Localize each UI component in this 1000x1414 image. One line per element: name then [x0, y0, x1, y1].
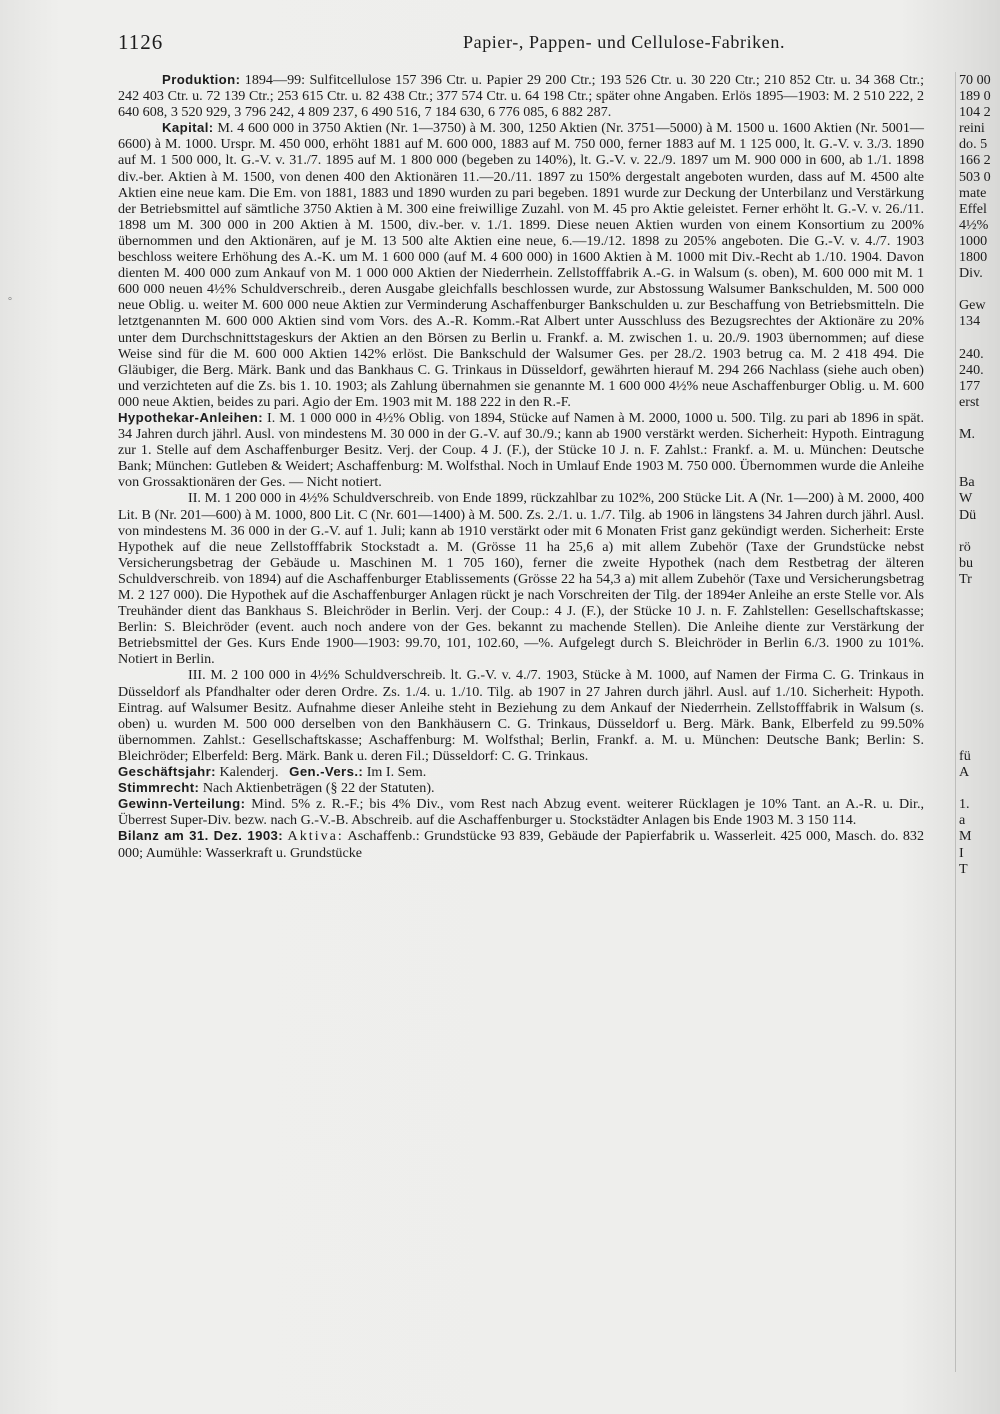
adjacent-page-fragment	[959, 635, 1000, 651]
hypothek-anleihe-3: III. M. 2 100 000 in 4½% Schuldverschreib. lt. G.-V. v. 4./7. 1903, Stücke à M. 1000, auf Namen der Firma C. G. Trinkaus in Düsseldorf als Pfandhalter oder deren Ordre. Zs. 1./4. u. 1./10. Tilg. ab 1907 in 27 Jahren durch jährl. Ausl. auf 1./10. Sicherheit: Hypoth. Eintrag. auf Walsumer Besitz. Aufnahme dieser Anleihe steht in Beziehung zu dem Ankauf der Niederrhein. Zellstofffabrik in Walsum (s. oben) u. wurden M. 500 000 derselben von den Bankhäusern C. G. Trinkaus, Düsseldorf u. Berg. Märk. Bank, Elberfeld zu 99.50% übernommen. Zahlst.: Gesellschaftskasse; Aschaffenburg: M. Wolfsthal; Berlin, Frankf. a. M. u. München: Deutsche Bank; Berlin: S. Bleichröder; Elberfeld: Berg. Märk. Bank u. deren Fil.; Düsseldorf: C. G. Trinkaus.	[118, 667, 924, 764]
adjacent-page-fragment	[959, 700, 1000, 716]
adjacent-page-fragment	[959, 716, 1000, 732]
adjacent-page-fragment	[959, 281, 1000, 297]
adjacent-page-fragment	[959, 619, 1000, 635]
section-text-kapital: M. 4 600 000 in 3750 Aktien (Nr. 1—3750) à M. 300, 1250 Aktien (Nr. 3751—5000) à M. 1500 u. 1600 Aktien (Nr. 5001—6600) à M. 1000. Urspr. M. 450 000, erhöht 1881 auf M. 600 000, 1883 auf M. 750 000, ferner 1883 auf M. 1 125 000, lt. G.-V. v. 3./3. 1890 auf M. 1 500 000, lt. G.-V. v. 31./7. 1895 auf M. 1 800 000 (begeben zu 140%), lt. G.-V. v. 22./9. 1897 um M. 900 000 in 600, ab 1./1. 1898 div.-ber. Aktien à M. 1500, von denen 400 den Aktionären 11.—20./11. 1897 zu 150% dergestalt angeboten wurden, dass auf M. 4500 alte Aktien eine neue kam. Die Em. von 1881, 1883 und 1890 wurden zu pari begeben. 1891 wurde zur Deckung der Unterbilanz und Verstärkung der Betriebsmittel auf sämtliche 3750 Aktien à M. 300 eine freiwillige Zuzahl. von M. 45 pro Aktie geleistet. Ferner erhöht lt. G.-V. v. 26./11. 1898 um M. 300 000 in 200 Aktien à M. 1500, div.-ber. v. 1./1. 1899. Diese neuen Aktien wurden von einem Konsortium zu 200% übernommen und den Aktionären, auf je M. 13 500 alte Aktien eine neue, 6.—19./12. 1898 zu 205% angeboten. Die G.-V. v. 4./7. 1903 beschloss weitere Erhöhung des A.-K. um M. 1 600 000 (auf M. 4 600 000) in 1600 Aktien à M. 1000 mit Div.-Recht ab 1./10. 1904. Davon dienten M. 400 000 zum Ankauf von M. 1 000 000 Aktien der Niederrhein. Zellstofffabrik A.-G. in Walsum (s. oben), M. 600 000 mit M. 1 600 000 neuen 4½% Schuldverschreib., deren Ausgabe gleichfalls beschlossen wurde, zur Abstossung Walsumer Bankschulden, M. 500 000 neue Oblig. u. weiter M. 600 000 neue Aktien zur Verminderung Aschaffenburger Bankschulden u. zur Beschaffung von Betriebsmitteln. Die letztgenannten M. 600 000 Aktien sind vom Vors. des A.-R. Komm.-Rat Albert unter Ausschluss des Bezugsrechtes der Aktionäre zu 20% unter dem Durchschnittstageskurs der Aktien an den Börsen zu Berlin u. Frankf. a. M. zwischen 1. u. 20./9. 1903 übernommen; auf diese Weise sind für die M. 600 000 Aktien 142% erlöst. Die Bankschuld der Walsumer Ges. per 28./2. 1903 betrug ca. M. 2 418 494. Die Gläubiger, die Berg. Märk. Bank und das Bankhaus C. G. Trinkaus in Düsseldorf, gewährten hierauf M. 294 266 Nachlass (siehe auch oben) und verzichteten auf die Zs. bis 1. 10. 1903; als Zahlung übernahmen sie genannte M. 1 600 000 4½% neue Aschaffenburger Oblig. u. M. 600 000 neue Aktien, beides zu pari. Agio der Em. 1903 mit M. 188 222 in den R.-F.	[118, 120, 924, 410]
adjacent-page-fragment	[959, 667, 1000, 683]
adjacent-page-fragment: erst	[959, 393, 980, 410]
adjacent-page-fragment: 240.	[959, 361, 984, 378]
adjacent-page-fragment	[959, 587, 1000, 603]
adjacent-page-fragment: a	[959, 812, 966, 829]
page-body	[118, 72, 924, 861]
section-kapital	[118, 120, 924, 410]
adjacent-page-fragment: M	[959, 828, 972, 845]
hypothek-anleihe-1: I. M. 1 000 000 in 4½% Oblig. von 1894, Stücke auf Namen à M. 2000, 1000 u. 500. Tilg. zu pari ab 1896 in spät. 34 Jahren durch jährl. Ausl. von mindestens M. 30 000 in der G.-V. auf 30./9.; kann ab 1900 verstärkt werden. Sicherheit: Hypoth. Eintragung zur 1. Stelle auf dem Aschaffenburger Besitz. Verj. der Coup. 4 J. (F.), der Stücke 10 J. n. F. Zahlst.: Frankf. a. M. u. München: Deutsche Bank; München: Gutleben & Weidert; Aschaffenburg: M. Wolfsthal. Noch in Umlauf Ende 1903 M. 750 000. Übernommen wurde die Anleihe von Grossaktionären der Ges. — Nicht notiert.	[118, 409, 924, 491]
adjacent-page-fragment	[959, 410, 1000, 426]
adjacent-page-fragment: 177	[959, 377, 981, 394]
adjacent-page-fragment: 1000	[959, 232, 988, 249]
section-label-produktion: Produktion:	[162, 72, 241, 87]
adjacent-page-fragment: 166 2	[959, 152, 991, 169]
section-geschaeftsjahr	[118, 764, 924, 780]
section-label-stimmrecht: Stimmrecht:	[118, 780, 200, 796]
hypothek-anleihe-2: II. M. 1 200 000 in 4½% Schuldverschreib. von Ende 1899, rückzahlbar zu 102%, 200 Stücke Lit. A (Nr. 1—200) à M. 2000, 400 Lit. B (Nr. 201—600) à M. 1000, 800 Lit. C (Nr. 601—1400) à M. 500. Zs. 2./1. u. 1./7. Tilg. ab 1906 in längstens 34 Jahren durch jährl. Ausl. von mindestens M. 36 000 in der G.-V. auf 1. Juli; kann ab 1910 verstärkt oder mit 6 Monaten Frist ganz gekündigt werden. Sicherheit: Erste Hypothek auf die neue Zellstofffabrik Stockstadt a. M. (Grösse 11 ha 25,6 a) mit allem Zubehör (Taxe der Grundstücke nebst Versicherungsbetrag der Gebäude u. Maschinen M. 1 705 160), ferner die zweite Hypothek (nach dem Restbetrag der älteren Schuldverschreib. von 1894) auf die Aschaffenburger Etablissements (Grösse 22 ha 54,3 a) mit allem Zubehör (Taxe und Versicherungsbetrag M. 2 127 000). Die Hypothek auf die Aschaffenburger Anlagen rückt je nach Vorschreiten der Tilg. der 1894er Anleihe an erste Stelle vor. Als Treuhänder dient das Bankhaus S. Bleichröder in Berlin. Verj. der Coup.: 4 J. (F.), der Stücke 10 J. n. F. Zahlstellen: Gesellschaftskasse; Berlin: S. Bleichröder (event. auch noch andere von der Ges. bekannt zu machende Stellen). Die Anleihe diente zur Verstärkung der Betriebsmittel der Ges. Kurs Ende 1900—1903: 99.70, 101, 102.60, —%. Aufgelegt durch S. Bleichröder in Berlin 6./3. 1900 zu 101%. Notiert in Berlin.	[118, 490, 924, 668]
section-label-gewinn: Gewinn-Verteilung:	[118, 796, 246, 812]
section-text-produktion: 1894—99: Sulfitcellulose 157 396 Ctr. u. Papier 29 200 Ctr.; 193 526 Ctr. u. 30 220 Ctr.; 210 852 Ctr. u. 34 368 Ctr.; 242 403 Ctr. u. 72 139 Ctr.; 253 615 Ctr. u. 82 438 Ctr.; 377 574 Ctr. u. 64 198 Ctr.; später ohne Angaben. Erlös 1895—1903: M. 2 510 222, 2 640 608, 3 520 929, 3 796 242, 4 809 237, 6 490 516, 7 184 630, 6 776 085, 6 882 287.	[118, 72, 924, 121]
adjacent-page-fragment	[959, 651, 1000, 667]
adjacent-page-fragment: A	[959, 764, 970, 781]
adjacent-page-fragment: fü	[959, 747, 971, 764]
adjacent-page-fragment: 4½%	[959, 216, 989, 233]
adjacent-page-fragment	[959, 684, 1000, 700]
adjacent-page-fragment	[959, 603, 1000, 619]
adjacent-page-fragment: 1.	[959, 796, 970, 813]
adjacent-page-fragment: Gew	[959, 297, 986, 314]
page-number: 1126	[118, 30, 164, 54]
section-bilanz	[118, 828, 924, 860]
section-hypothek	[118, 410, 924, 490]
section-label-geschaeftsjahr: Geschäftsjahr:	[118, 764, 216, 780]
adjacent-page-fragment	[959, 330, 1000, 346]
adjacent-page-fragment: T	[959, 860, 968, 877]
adjacent-page-fragment: bu	[959, 554, 974, 571]
adjacent-page-fragment: 134	[959, 313, 981, 330]
adjacent-page-fragment	[959, 732, 1000, 748]
section-label-genvers: Gen.-Vers.:	[289, 764, 364, 780]
running-title: Papier-, Pappen- und Cellulose-Fabriken.	[463, 32, 786, 52]
adjacent-page-fragment	[959, 523, 1000, 539]
adjacent-page-fragment: 70 00	[959, 72, 991, 88]
adjacent-page-fragment: 503 0	[959, 168, 991, 185]
adjacent-page-fragment: reini	[959, 120, 985, 137]
hypothek-anleihe-2-paragraph	[118, 490, 924, 667]
adjacent-page-fragment: 240.	[959, 345, 984, 362]
adjacent-page-fragment: rö	[959, 538, 971, 555]
adjacent-page-fragment: 189 0	[959, 88, 991, 105]
adjacent-page-fragment: 1800	[959, 249, 988, 266]
section-text-genvers: Im I. Sem.	[366, 764, 427, 781]
adjacent-page-fragment: 104 2	[959, 104, 991, 121]
adjacent-page-fragment	[959, 442, 1000, 458]
adjacent-page-fragment: Dü	[959, 506, 977, 523]
section-text-stimmrecht: Nach Aktienbeträgen (§ 22 der Statuten).	[202, 780, 435, 797]
section-label-bilanz: Bilanz am 31. Dez. 1903:	[118, 828, 284, 844]
bilanz-aktiva-label: Aktiva:	[287, 828, 344, 845]
section-gewinn	[118, 796, 924, 828]
adjacent-page-fragment: I	[959, 844, 964, 861]
adjacent-page-fragment: Div.	[959, 265, 983, 282]
adjacent-page-fragment: do. 5	[959, 136, 988, 153]
adjacent-page-fragment: Effel	[959, 200, 987, 217]
section-stimmrecht	[118, 780, 924, 796]
adjacent-page-fragment-column	[955, 72, 1000, 1372]
section-text-gewinn: Mind. 5% z. R.-F.; bis 4% Div., vom Rest nach Abzug event. weiterer Rücklagen je 10% Tant. an A.-R. u. Dir., Überrest Super-Div. bezw. nach G.-V.-B. Abschreib. auf die Aschaffenburger u. Stockstädter Anlagen bis Ende 1903 M. 3 150 114.	[118, 796, 924, 829]
section-label-kapital: Kapital:	[162, 120, 214, 136]
adjacent-page-fragment: Ba	[959, 474, 975, 491]
section-text-geschaeftsjahr: Kalenderj.	[219, 764, 279, 781]
gutter-mark: °	[8, 296, 12, 307]
adjacent-page-fragment: M.	[959, 426, 976, 443]
adjacent-page-fragment: mate	[959, 184, 987, 201]
hypothek-anleihe-3-paragraph	[118, 667, 924, 764]
section-produktion	[118, 72, 924, 120]
adjacent-page-fragment: Tr	[959, 570, 972, 587]
section-text-bilanz: Aschaffenb.: Grundstücke 93 839, Gebäude der Papierfabrik u. Wasserleit. 425 000, Masch. do. 832 000; Aumühle: Wasserkraft u. Grundstücke	[118, 828, 924, 861]
page-header	[118, 30, 928, 60]
adjacent-page-fragment	[959, 458, 1000, 474]
adjacent-page-fragment: W	[959, 490, 973, 507]
adjacent-page-fragment	[959, 780, 1000, 796]
section-label-hypothek: Hypothekar-Anleihen:	[118, 409, 264, 425]
